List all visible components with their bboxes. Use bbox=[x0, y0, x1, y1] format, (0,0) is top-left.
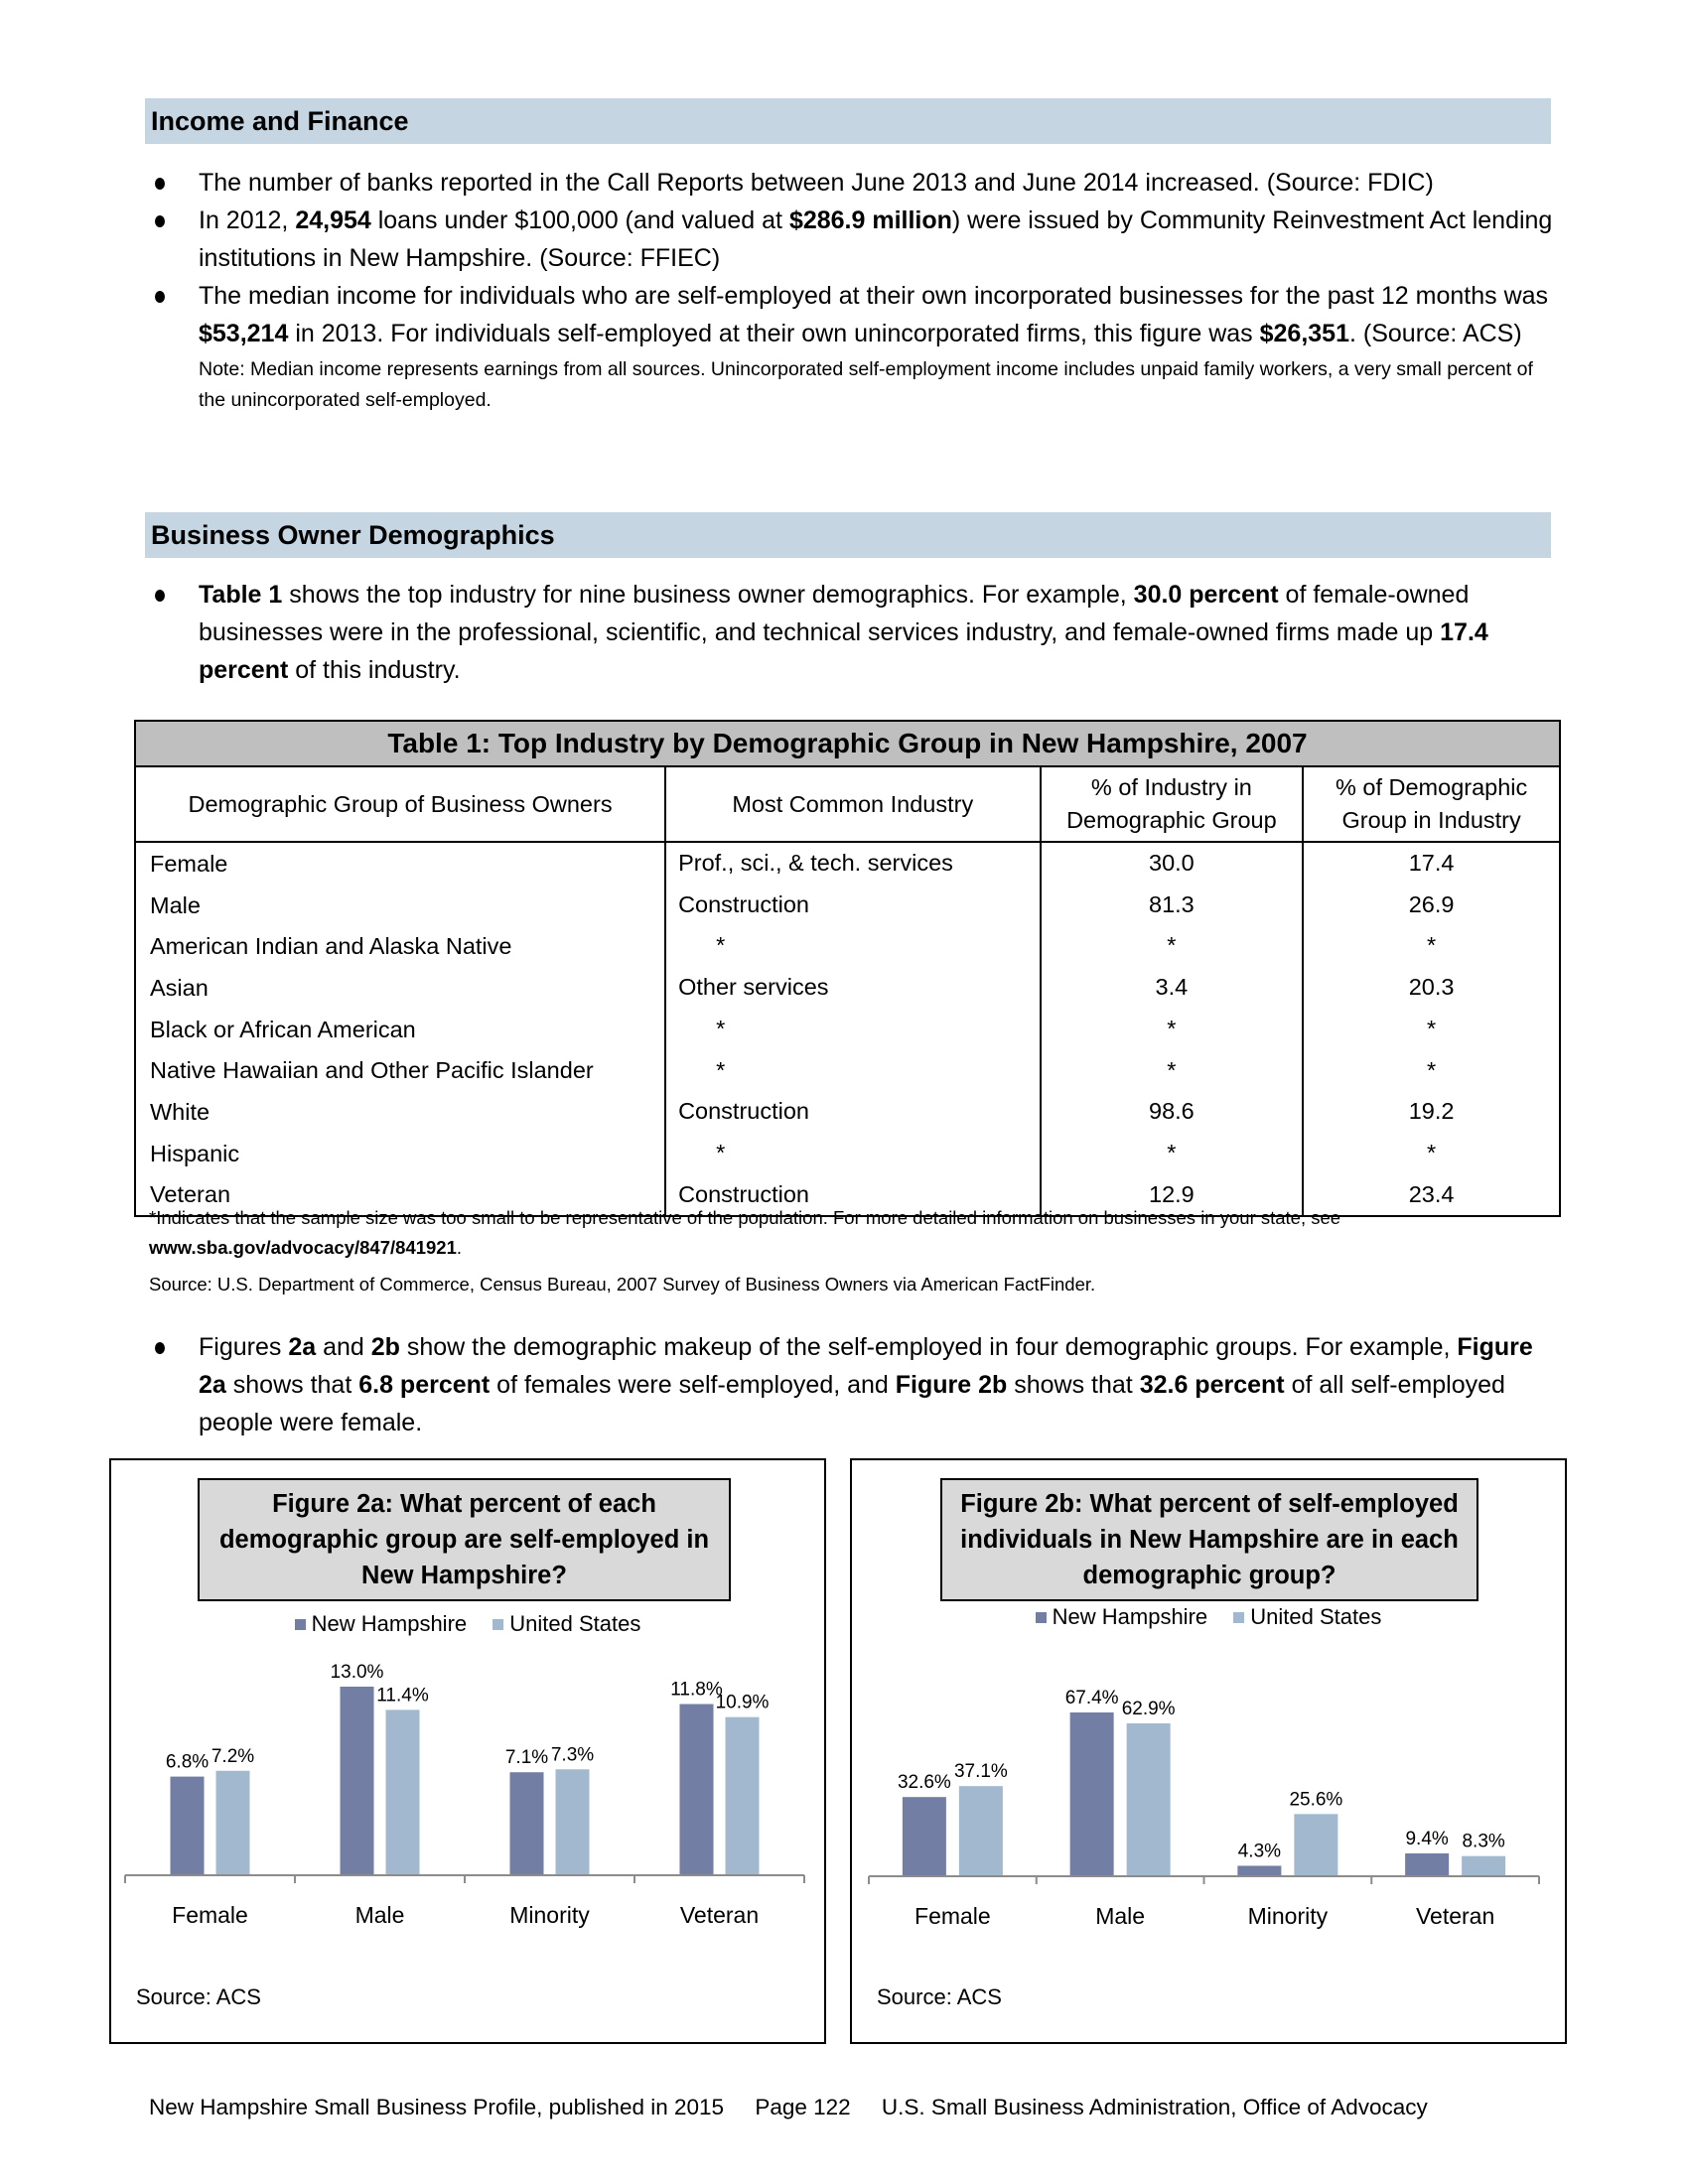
pct-industry-cell: 3.4 bbox=[1041, 967, 1304, 1009]
data-label: 8.3% bbox=[1462, 1831, 1505, 1852]
industry-cell: Other services bbox=[665, 967, 1040, 1009]
table1-footnote: *Indicates that the sample size was too small to be representative of the population. For more detailed information on businesses in your state, see www.sba.gov/advocacy/847/841921. bbox=[149, 1207, 1341, 1258]
industry-cell: Construction bbox=[665, 1091, 1040, 1133]
table1-container bbox=[134, 720, 1561, 1217]
x-tick-label: Veteran bbox=[1415, 1903, 1495, 1929]
legend-swatch-united-states bbox=[492, 1619, 503, 1630]
table1-row bbox=[135, 925, 1560, 967]
x-tick-label: Male bbox=[1095, 1903, 1146, 1929]
table1-body bbox=[135, 842, 1560, 1216]
bullet-banks: The number of banks reported in the Call Reports between June 2013 and June 2014 increased. (Source: FDIC) bbox=[145, 164, 1555, 202]
data-label: 10.9% bbox=[715, 1692, 770, 1713]
legend-swatch-new-hampshire bbox=[295, 1619, 306, 1630]
income-note: Note: Median income represents earnings from all sources. Unincorporated self-employment income includes unpaid family workers, a very small percent of the unincorporated self-employed. bbox=[199, 358, 1533, 411]
figure-2a bbox=[109, 1458, 826, 2044]
data-label: 7.1% bbox=[504, 1747, 549, 1769]
pct-group-cell: 26.9 bbox=[1303, 885, 1560, 926]
legend-swatch-new-hampshire bbox=[1036, 1612, 1047, 1623]
pct-industry-cell: * bbox=[1041, 1009, 1304, 1050]
bullet-dot-icon bbox=[155, 215, 165, 227]
demographic-group-cell: White bbox=[135, 1091, 665, 1133]
table1-header: % of Industry in Demographic Group bbox=[1041, 766, 1304, 842]
sba-link[interactable]: www.sba.gov/advocacy/847/841921 bbox=[149, 1237, 457, 1258]
data-label: 67.4% bbox=[1064, 1688, 1119, 1708]
industry-cell: * bbox=[665, 925, 1040, 967]
table1-row bbox=[135, 885, 1560, 926]
footer-organization: U.S. Small Business Administration, Office of Advocacy bbox=[881, 2095, 1428, 2119]
demographic-group-cell: Asian bbox=[135, 967, 665, 1009]
industry-cell: * bbox=[665, 1009, 1040, 1050]
pct-industry-cell: 12.9 bbox=[1041, 1174, 1304, 1217]
figure-2b bbox=[850, 1458, 1567, 2044]
pct-group-cell: * bbox=[1303, 1009, 1560, 1050]
industry-cell: * bbox=[665, 1133, 1040, 1174]
figure-2a-legend bbox=[111, 1611, 824, 1637]
bar-new-hampshire-female bbox=[903, 1797, 946, 1876]
income-bullet-list bbox=[145, 164, 1555, 416]
bullet-dot-icon bbox=[155, 590, 165, 602]
bar-united-states-veteran bbox=[726, 1717, 760, 1875]
section-header-income-finance: Income and Finance bbox=[145, 98, 1551, 144]
data-label: 62.9% bbox=[1121, 1699, 1176, 1720]
pct-group-cell: * bbox=[1303, 1050, 1560, 1092]
data-label: 9.4% bbox=[1405, 1828, 1449, 1849]
bullet-table1-summary: Table 1 shows the top industry for nine business owner demographics. For example, 30.0 percent of female-owned businesses were in the professional, scientific, and technical services industry, and female-owned firms made up 17.4 percent of this industry. bbox=[145, 576, 1555, 689]
bullet-median-income: The median income for individuals who are self-employed at their own incorporated businesses for the past 12 months was $53,214 in 2013. For individuals self-employed at their own unincorporated firms, this figure was $26,351. (Source: ACS) Note: Median income represents earnings from all sources. Unincorporated self-employment income includes unpaid family workers, a very small percent of the unincorporated self-employed. bbox=[145, 277, 1555, 416]
pct-industry-cell: 81.3 bbox=[1041, 885, 1304, 926]
bar-united-states-veteran bbox=[1462, 1856, 1505, 1876]
industry-cell: Prof., sci., & tech. services bbox=[665, 842, 1040, 885]
industry-cell: Construction bbox=[665, 1174, 1040, 1217]
figures-bullet-list bbox=[145, 1328, 1555, 1441]
bar-new-hampshire-veteran bbox=[680, 1705, 714, 1875]
data-label: 4.3% bbox=[1237, 1841, 1282, 1862]
pct-group-cell: * bbox=[1303, 1133, 1560, 1174]
pct-group-cell: 20.3 bbox=[1303, 967, 1560, 1009]
x-tick-label: Minority bbox=[509, 1902, 590, 1928]
figure-2a-title: Figure 2a: What percent of each demographic group are self-employed in New Hampshire? bbox=[198, 1478, 731, 1601]
data-label: 7.2% bbox=[211, 1745, 255, 1767]
legend-item-new-hampshire: New Hampshire bbox=[1036, 1604, 1208, 1629]
bullet-dot-icon bbox=[155, 178, 165, 190]
data-label: 13.0% bbox=[330, 1662, 384, 1683]
data-label: 32.6% bbox=[897, 1772, 951, 1794]
figure-2a-source: Source: ACS bbox=[136, 1984, 261, 2009]
x-tick-label: Female bbox=[914, 1903, 991, 1929]
x-tick-label: Male bbox=[354, 1902, 405, 1928]
table1-row bbox=[135, 842, 1560, 885]
table1-source: Source: U.S. Department of Commerce, Census Bureau, 2007 Survey of Business Owners via American FactFinder. bbox=[149, 1274, 1096, 1295]
demographic-group-cell: American Indian and Alaska Native bbox=[135, 925, 665, 967]
bar-united-states-minority bbox=[1294, 1814, 1337, 1876]
demographic-group-cell: Veteran bbox=[135, 1174, 665, 1217]
table1-header: % of Demographic Group in Industry bbox=[1303, 766, 1560, 842]
pct-group-cell: 23.4 bbox=[1303, 1174, 1560, 1217]
pct-industry-cell: * bbox=[1041, 925, 1304, 967]
data-label: 11.8% bbox=[670, 1679, 723, 1701]
pct-industry-cell: 98.6 bbox=[1041, 1091, 1304, 1133]
bar-united-states-female bbox=[216, 1771, 250, 1875]
figure-2b-title: Figure 2b: What percent of self-employed individuals in New Hampshire are in each demographic group? bbox=[940, 1478, 1478, 1601]
industry-cell: * bbox=[665, 1050, 1040, 1092]
bullet-figures-summary: Figures 2a and 2b show the demographic makeup of the self-employed in four demographic groups. For example, Figure 2a shows that 6.8 percent of females were self-employed, and Figure 2b shows that 32.6 percent of all self-employed people were female. bbox=[145, 1328, 1555, 1441]
bullet-dot-icon bbox=[155, 1342, 165, 1354]
page-footer bbox=[149, 2095, 1569, 2120]
figure-2b-source: Source: ACS bbox=[877, 1984, 1002, 2009]
bar-united-states-minority bbox=[556, 1769, 590, 1875]
bar-new-hampshire-male bbox=[1070, 1712, 1114, 1876]
table1-row bbox=[135, 967, 1560, 1009]
footer-publication: New Hampshire Small Business Profile, published in 2015 bbox=[149, 2095, 725, 2119]
data-label: 25.6% bbox=[1289, 1789, 1343, 1811]
industry-cell: Construction bbox=[665, 885, 1040, 926]
bar-united-states-female bbox=[959, 1786, 1003, 1876]
table1-header: Demographic Group of Business Owners bbox=[135, 766, 665, 842]
table1-header: Most Common Industry bbox=[665, 766, 1040, 842]
bullet-loans: In 2012, 24,954 loans under $100,000 (and valued at $286.9 million) were issued by Community Reinvestment Act lending institutions in New Hampshire. (Source: FFIEC) bbox=[145, 202, 1555, 277]
table1-row bbox=[135, 1091, 1560, 1133]
table1-row bbox=[135, 1009, 1560, 1050]
bar-new-hampshire-minority bbox=[510, 1772, 544, 1875]
pct-industry-cell: * bbox=[1041, 1050, 1304, 1092]
pct-group-cell: 17.4 bbox=[1303, 842, 1560, 885]
x-tick-label: Minority bbox=[1247, 1903, 1329, 1929]
bullet-dot-icon bbox=[155, 291, 165, 303]
figure-2b-legend bbox=[852, 1604, 1565, 1630]
pct-industry-cell: * bbox=[1041, 1133, 1304, 1174]
pct-group-cell: * bbox=[1303, 925, 1560, 967]
table1-row bbox=[135, 1133, 1560, 1174]
table1 bbox=[134, 720, 1561, 1217]
figure-2a-chart bbox=[111, 1649, 823, 2026]
bar-united-states-male bbox=[1127, 1723, 1171, 1876]
data-label: 37.1% bbox=[953, 1761, 1008, 1783]
bar-new-hampshire-minority bbox=[1237, 1865, 1281, 1876]
bar-new-hampshire-female bbox=[171, 1777, 205, 1875]
footer-page-number: Page 122 bbox=[755, 2095, 851, 2119]
bar-new-hampshire-veteran bbox=[1405, 1853, 1449, 1876]
demographic-group-cell: Black or African American bbox=[135, 1009, 665, 1050]
table1-header-row bbox=[135, 766, 1560, 842]
pct-group-cell: 19.2 bbox=[1303, 1091, 1560, 1133]
data-label: 7.3% bbox=[550, 1744, 595, 1766]
x-tick-label: Veteran bbox=[679, 1902, 760, 1928]
bar-new-hampshire-male bbox=[341, 1687, 374, 1875]
legend-item-united-states: United States bbox=[1233, 1604, 1381, 1629]
demographic-group-cell: Native Hawaiian and Other Pacific Islander bbox=[135, 1050, 665, 1092]
demographic-group-cell: Female bbox=[135, 842, 665, 885]
section-header-demographics: Business Owner Demographics bbox=[145, 512, 1551, 558]
demographic-group-cell: Hispanic bbox=[135, 1133, 665, 1174]
pct-industry-cell: 30.0 bbox=[1041, 842, 1304, 885]
data-label: 11.4% bbox=[376, 1685, 429, 1706]
legend-item-new-hampshire: New Hampshire bbox=[295, 1611, 468, 1636]
demographics-bullet-list bbox=[145, 576, 1555, 689]
bar-united-states-male bbox=[386, 1709, 420, 1875]
x-tick-label: Female bbox=[172, 1902, 248, 1928]
figure-2b-chart bbox=[852, 1649, 1564, 2026]
table1-row bbox=[135, 1050, 1560, 1092]
table1-caption: Table 1: Top Industry by Demographic Group in New Hampshire, 2007 bbox=[134, 720, 1561, 765]
data-label: 6.8% bbox=[165, 1751, 210, 1773]
legend-swatch-united-states bbox=[1233, 1612, 1244, 1623]
demographic-group-cell: Male bbox=[135, 885, 665, 926]
legend-item-united-states: United States bbox=[492, 1611, 640, 1636]
